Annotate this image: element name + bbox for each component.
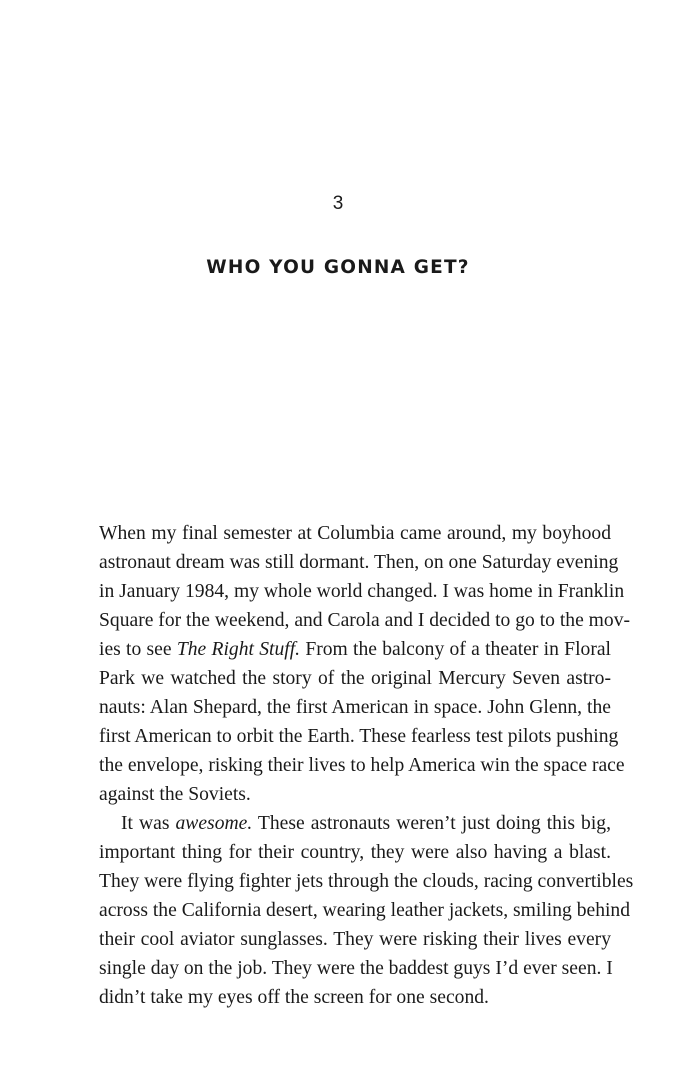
text-span: When my final semester at Columbia came around, my boyhood xyxy=(99,523,611,544)
text-span: It was xyxy=(121,813,176,834)
text-span: astronaut dream was still dormant. Then, on one Saturday evening xyxy=(99,552,619,573)
text-line xyxy=(99,722,619,751)
text-line xyxy=(99,548,619,577)
text-span: ies to see xyxy=(99,639,177,660)
text-line xyxy=(99,954,611,983)
chapter-number: 3 xyxy=(332,193,344,214)
chapter-body xyxy=(99,519,634,1012)
text-line xyxy=(99,867,634,896)
text-span: These astronauts weren’t just doing this big, xyxy=(252,813,611,834)
text-span: the envelope, risking their lives to help America win the space race xyxy=(99,755,625,776)
text-line xyxy=(99,838,611,867)
film-title-italic: The Right Stuff. xyxy=(176,639,301,660)
text-span: didn’t take my eyes off the screen for one second. xyxy=(99,987,489,1008)
text-line xyxy=(99,635,611,664)
text-line xyxy=(99,693,611,722)
chapter-title: WHO YOU GONNA GET? xyxy=(206,257,470,278)
text-span: important thing for their country, they were also having a blast. xyxy=(99,842,611,863)
text-span: Park we watched the story of the original Mercury Seven astro- xyxy=(99,668,611,689)
text-line xyxy=(99,809,611,838)
text-span: They were flying fighter jets through the clouds, racing convertibles xyxy=(99,871,634,892)
text-span: single day on the job. They were the baddest guys I’d ever seen. I xyxy=(99,958,613,979)
text-line xyxy=(99,780,611,809)
text-line xyxy=(99,925,611,954)
text-span: across the California desert, wearing leather jackets, smiling behind xyxy=(99,900,631,921)
text-line xyxy=(99,983,611,1012)
text-span: in January 1984, my whole world changed. I was home in Franklin xyxy=(99,581,625,602)
text-line xyxy=(99,519,611,548)
text-line xyxy=(99,664,611,693)
text-span: their cool aviator sunglasses. They were risking their lives every xyxy=(99,929,611,950)
text-line xyxy=(99,577,625,606)
paragraph-2 xyxy=(99,809,634,1012)
emphasis-italic: awesome. xyxy=(175,813,253,834)
text-span: against the Soviets. xyxy=(99,784,251,805)
text-span: first American to orbit the Earth. These fearless test pilots pushing xyxy=(99,726,619,747)
text-line xyxy=(99,606,631,635)
text-span: Square for the weekend, and Carola and I decided to go to the mov- xyxy=(99,610,631,631)
text-span: nauts: Alan Shepard, the first American in space. John Glenn, the xyxy=(99,697,611,718)
text-line xyxy=(99,896,631,925)
text-line xyxy=(99,751,625,780)
paragraph-1 xyxy=(99,519,631,809)
text-span: From the balcony of a theater in Floral xyxy=(300,639,611,660)
